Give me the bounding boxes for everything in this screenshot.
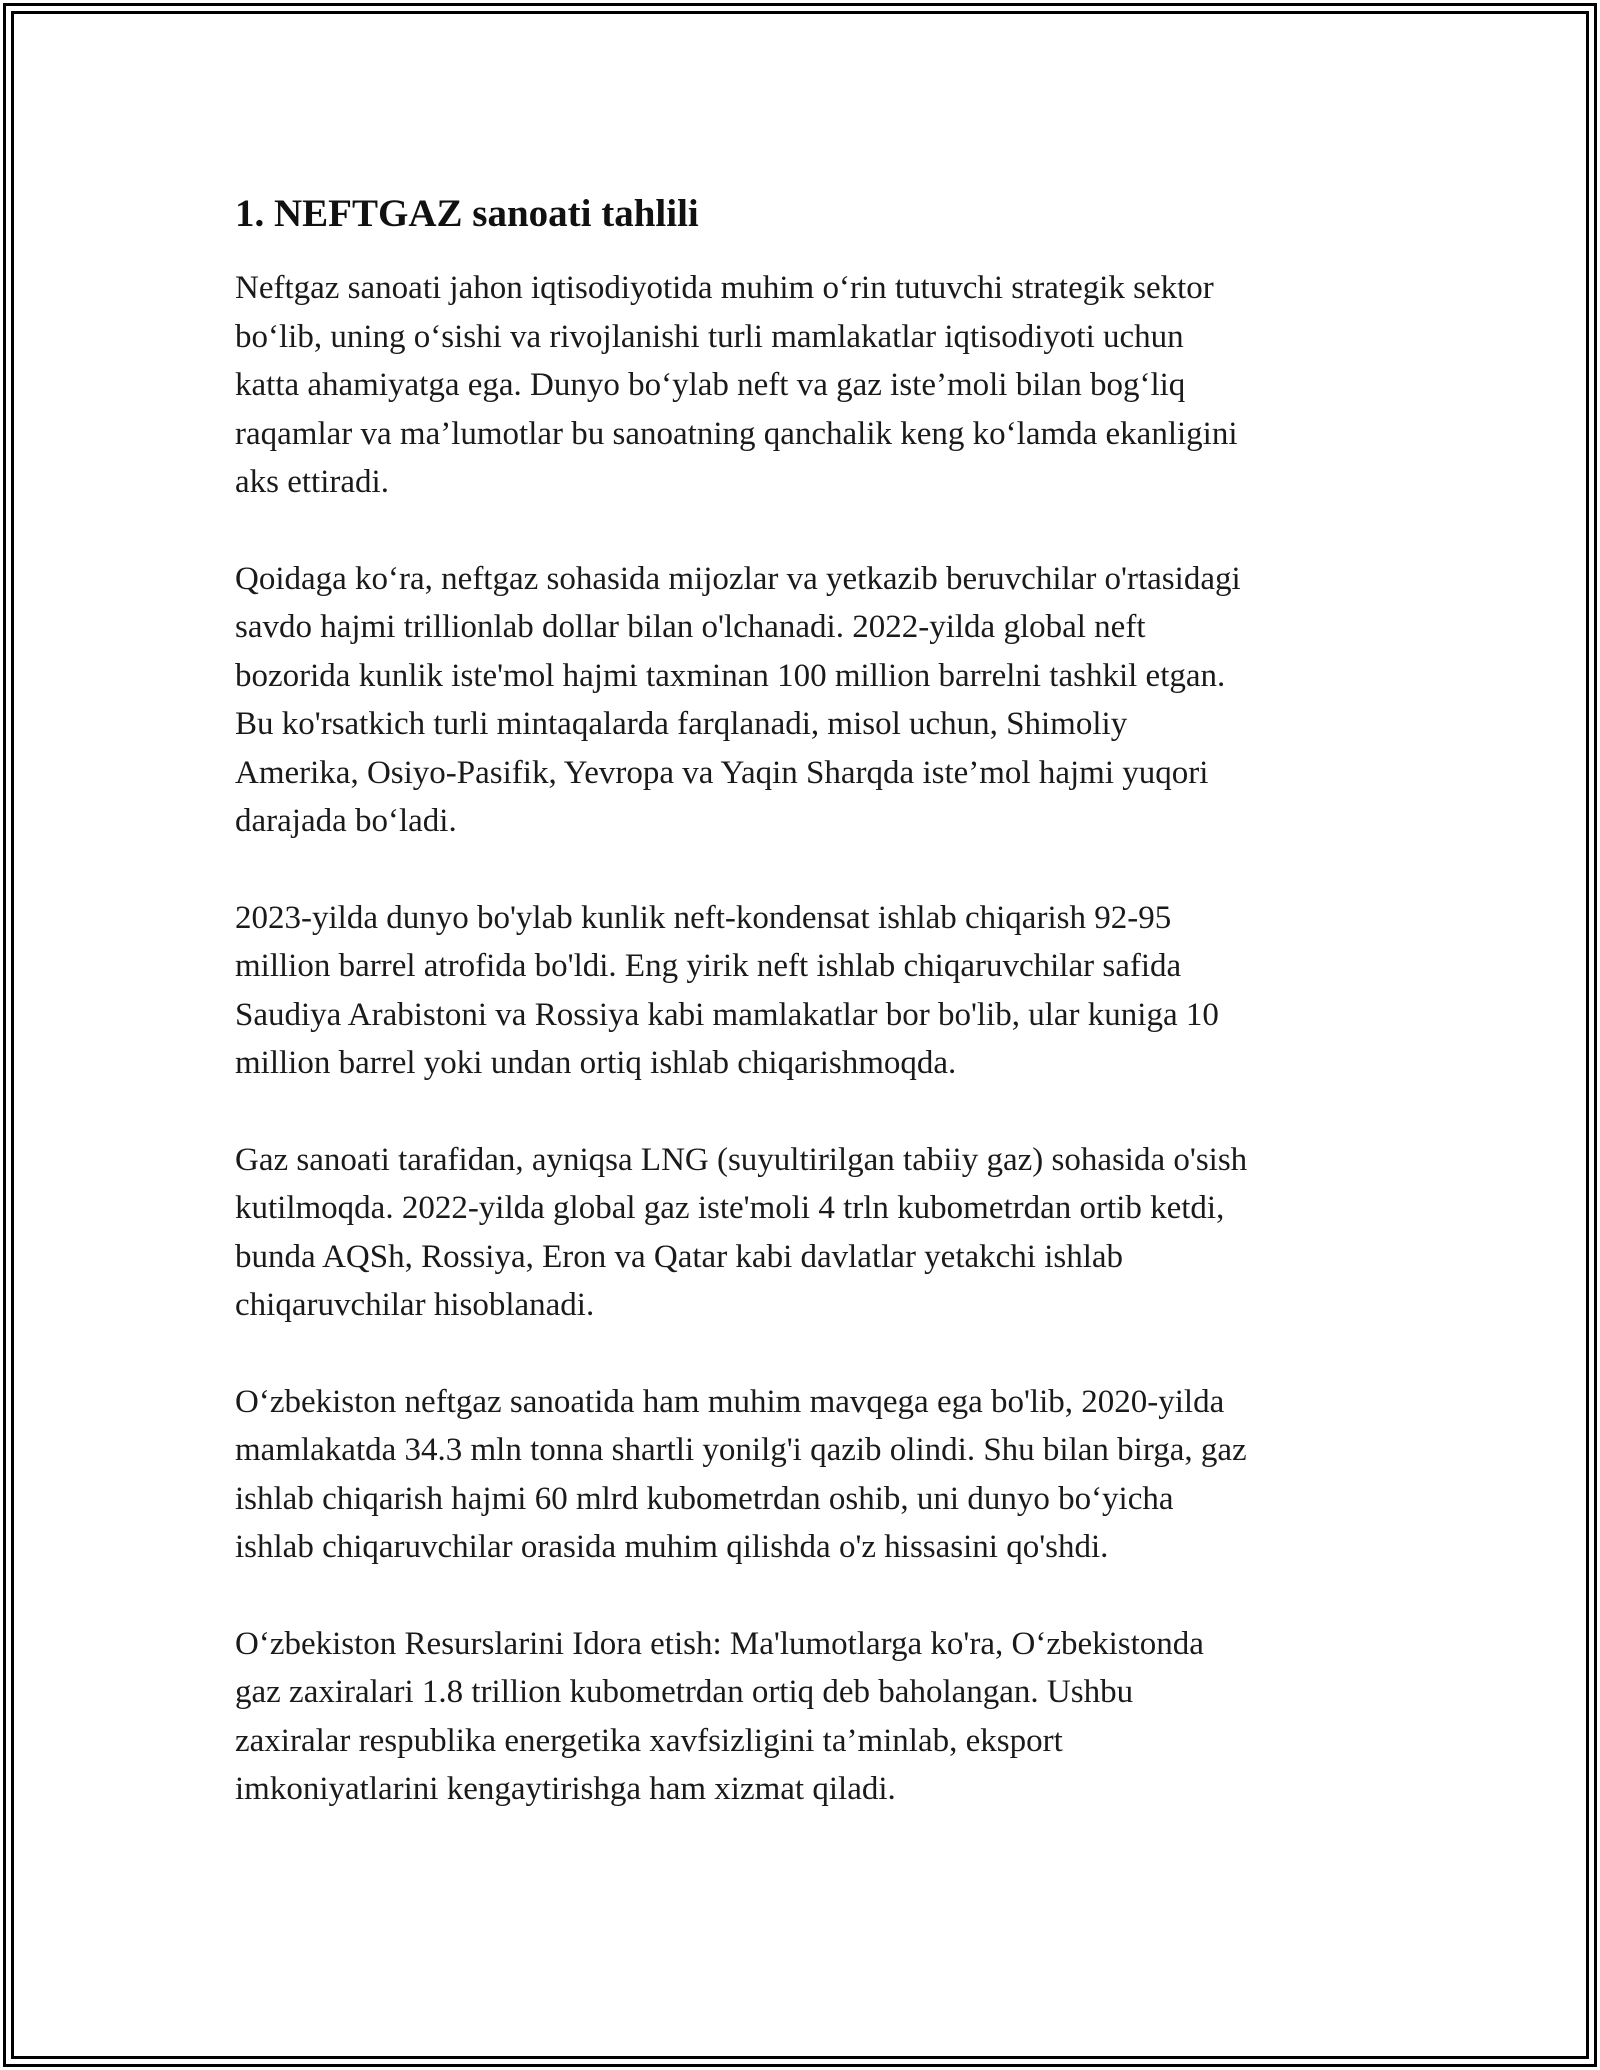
paragraph-1 <box>235 264 1375 507</box>
text-line: imkoniyatlarini kengaytirishga ham xizmat qiladi. <box>235 1771 896 1807</box>
paragraph-6 <box>235 1620 1375 1814</box>
text-line: million barrel atrofida bo'ldi. Eng yirik neft ishlab chiqaruvchilar safida <box>235 948 1182 984</box>
text-line: O‘zbekiston neftgaz sanoatida ham muhim mavqega ega bo'lib, 2020-yilda <box>235 1383 1225 1420</box>
text-line: 2023-yilda dunyo bo'ylab kunlik neft-kondensat ishlab chiqarish 92-95 <box>235 899 1172 936</box>
text-line: savdo hajmi trillionlab dollar bilan o'lchanadi. 2022-yilda global neft <box>235 609 1146 645</box>
text-line: O‘zbekiston Resurslarini Idora etish: Ma'lumotlarga ko'ra, O‘zbekistonda <box>235 1625 1204 1662</box>
paragraph-2 <box>235 555 1375 846</box>
paragraph-3 <box>235 894 1375 1088</box>
text-line: Saudiya Arabistoni va Rossiya kabi mamlakatlar bor bo'lib, ular kuniga 10 <box>235 996 1219 1033</box>
text-line: kutilmoqda. 2022-yilda global gaz iste'moli 4 trln kubometrdan ortib ketdi, <box>235 1190 1225 1226</box>
text-line: Gaz sanoati tarafidan, ayniqsa LNG (suyultirilgan tabiiy gaz) sohasida o'sish <box>235 1141 1248 1178</box>
text-line: Amerika, Osiyo-Pasifik, Yevropa va Yaqin Sharqda iste’mol hajmi yuqori <box>235 754 1209 791</box>
text-line: Neftgaz sanoati jahon iqtisodiyotida muhim o‘rin tutuvchi strategik sektor <box>235 270 1214 306</box>
text-line: Bu ko'rsatkich turli mintaqalarda farqlanadi, misol uchun, Shimoliy <box>235 706 1128 742</box>
text-line: ishlab chiqarish hajmi 60 mlrd kubometrdan oshib, uni dunyo bo‘yicha <box>235 1480 1174 1517</box>
section-title: 1. NEFTGAZ sanoati tahlili <box>235 192 699 235</box>
text-line: bozorida kunlik iste'mol hajmi taxminan 100 million barrelni tashkil etgan. <box>235 657 1226 694</box>
text-line: zaxiralar respublika energetika xavfsizligini ta’minlab, eksport <box>235 1722 1063 1759</box>
text-line: bo‘lib, uning o‘sishi va rivojlanishi turli mamlakatlar iqtisodiyoti uchun <box>235 318 1184 355</box>
text-line: aks ettiradi. <box>235 464 389 500</box>
text-line: Qoidaga ko‘ra, neftgaz sohasida mijozlar va yetkazib beruvchilar o'rtasidagi <box>235 560 1241 597</box>
text-line: million barrel yoki undan ortiq ishlab chiqarishmoqda. <box>235 1045 957 1081</box>
text-line: raqamlar va ma’lumotlar bu sanoatning qanchalik keng ko‘lamda ekanligini <box>235 415 1238 452</box>
text-line: ishlab chiqaruvchilar orasida muhim qilishda o'z hissasini qo'shdi. <box>235 1529 1109 1565</box>
paragraph-4 <box>235 1136 1375 1330</box>
text-line: mamlakatda 34.3 mln tonna shartli yonilg'i qazib olindi. Shu bilan birga, gaz <box>235 1432 1247 1468</box>
text-line: gaz zaxiralari 1.8 trillion kubometrdan ortiq deb baholangan. Ushbu <box>235 1674 1134 1710</box>
text-line: bunda AQSh, Rossiya, Eron va Qatar kabi davlatlar yetakchi ishlab <box>235 1238 1124 1275</box>
document-body <box>235 190 1375 1862</box>
paragraph-5 <box>235 1378 1375 1572</box>
text-line: katta ahamiyatga ega. Dunyo bo‘ylab neft va gaz iste’moli bilan bog‘liq <box>235 367 1186 403</box>
text-line: darajada bo‘ladi. <box>235 803 457 839</box>
text-line: chiqaruvchilar hisoblanadi. <box>235 1287 595 1323</box>
